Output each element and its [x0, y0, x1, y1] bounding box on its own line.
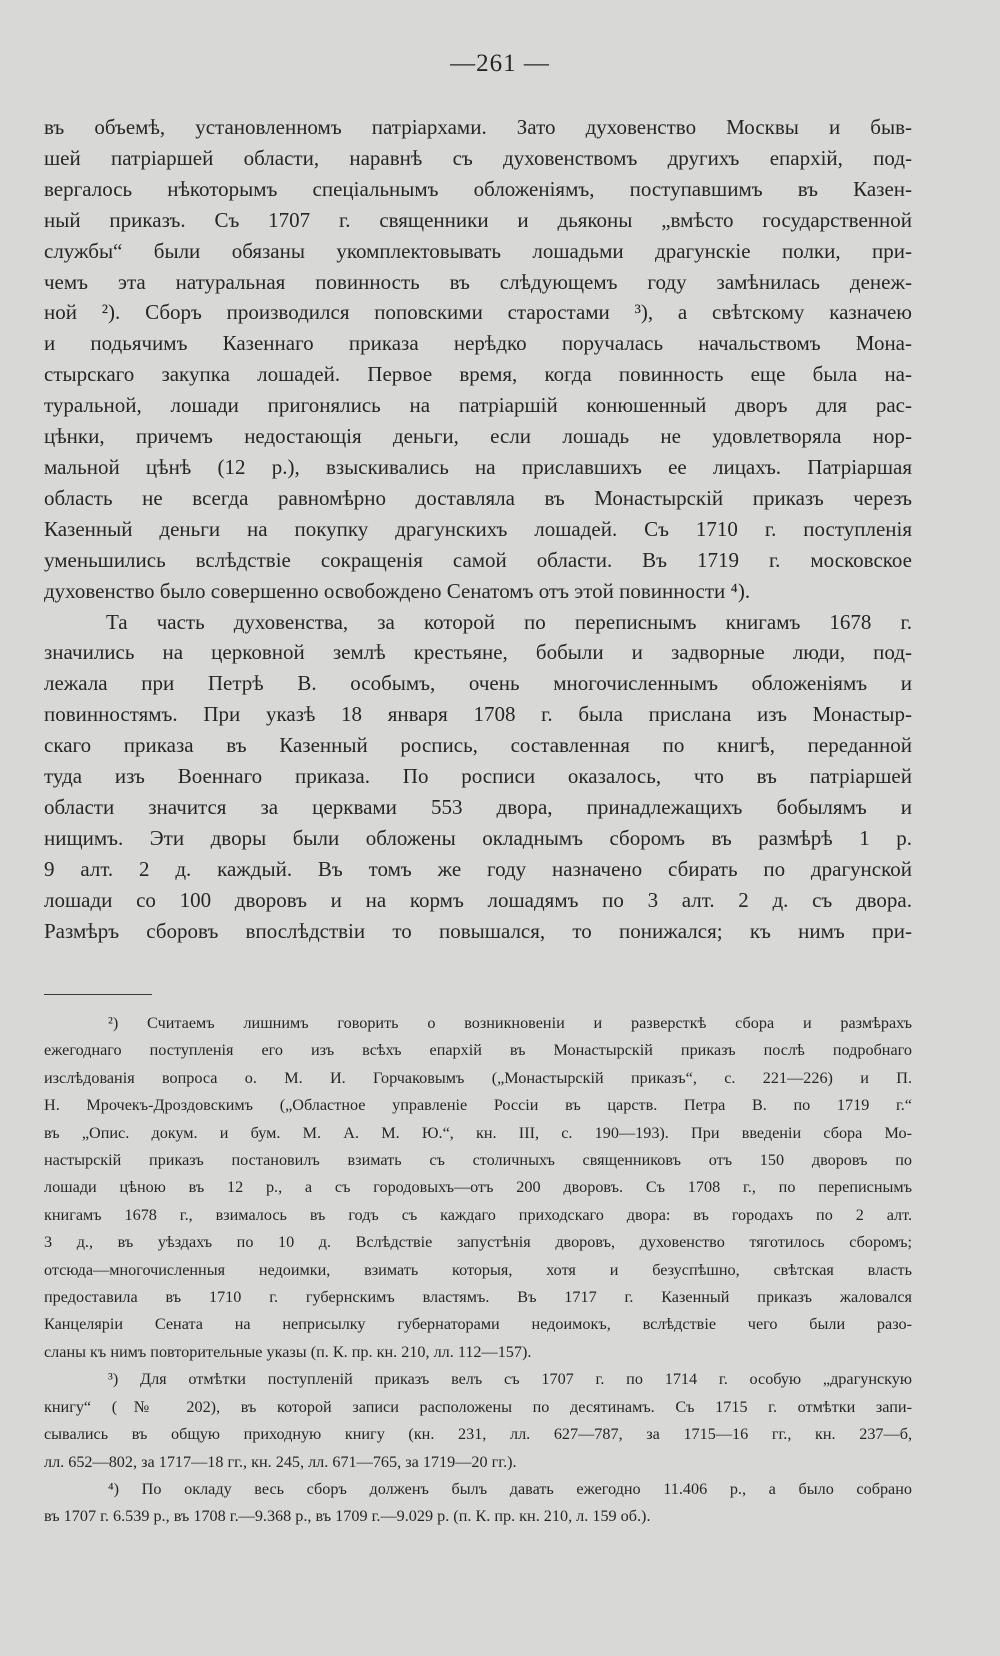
footnote-line: въ 1707 г. 6.539 р., въ 1708 г.—9.368 р., въ 1709 г.—9.029 р. (п. К. пр. кн. 210, л. 159 об.).	[44, 1507, 651, 1526]
main-body-text	[44, 112, 912, 946]
text-line: лошади со 100 дворовъ и на кормъ лошадямъ по 3 алт. 2 д. съ двора.	[44, 887, 912, 912]
text-line: уменьшились вслѣдствіе сокращенія самой области. Въ 1719 г. московское	[44, 547, 912, 572]
text-line: скаго приказа въ Казенный роспись, составленная по книгѣ, переданной	[44, 733, 912, 758]
footnote-line: ежегоднаго поступленія его изъ всѣхъ епархій въ Монастырскій приказъ послѣ подробнаго	[44, 1041, 912, 1060]
footnote-4-first-line: ⁴) По окладу весь сборъ долженъ былъ давать ежегодно 11.406 р., а было собрано	[108, 1479, 912, 1498]
text-line: лежала при Петрѣ В. особымъ, очень многочисленнымъ обложеніямъ и	[44, 671, 912, 696]
footnote-line: Н. Мрочекъ-Дроздовскимъ („Областное управленіе Россіи въ царств. Петра В. по 1719 г.“	[44, 1096, 912, 1115]
text-line: шей патріаршей области, наравнѣ съ духовенствомъ другихъ епархій, под-	[44, 145, 912, 170]
paragraph-first-line: Та часть духовенства, за которой по переписнымъ книгамъ 1678 г.	[106, 609, 912, 634]
footnote-line: лошади цѣною въ 12 р., а съ городовыхъ—отъ 200 дворовъ. Съ 1708 г., по переписнымъ	[44, 1178, 912, 1197]
text-line: туда изъ Военнаго приказа. По росписи оказалось, что въ патріаршей	[44, 764, 912, 789]
footnote-line: предоставила въ 1710 г. губернскимъ властямъ. Въ 1717 г. Казенный приказъ жаловался	[44, 1288, 912, 1307]
text-line: вергалось нѣкоторымъ спеціальнымъ обложеніямъ, поступавшимъ въ Казен-	[44, 176, 912, 201]
text-line: въ объемѣ, установленномъ патріархами. Зато духовенство Москвы и быв-	[44, 115, 912, 139]
text-line: стырскаго закупка лошадей. Первое время, когда повинность еще была на-	[44, 362, 912, 387]
page-number: —261 —	[450, 50, 550, 77]
footnote-line: книгамъ 1678 г., взималось въ годъ съ каждаго приходскаго двора: въ городахъ по 2 алт.	[44, 1205, 912, 1224]
text-line: 9 алт. 2 д. каждый. Въ томъ же году назначено сбирать по драгунской	[44, 856, 912, 881]
text-line: туральной, лошади пригонялись на патріаршій конюшенный дворъ для рас-	[44, 393, 912, 418]
footnote-3-first-line: ³) Для отмѣтки поступленій приказъ велъ съ 1707 г. по 1714 г. особую „драгунскую	[108, 1370, 912, 1389]
text-line: чемъ эта натуральная повинность въ слѣдующемъ году замѣнилась денеж-	[44, 269, 912, 294]
footnote-line: отсюда—многочисленныя недоимки, взимать которыя, хотя и безуспѣшно, свѣтская власть	[44, 1260, 912, 1279]
footnote-divider	[44, 994, 152, 995]
text-line: нищимъ. Эти дворы были обложены окладнымъ сборомъ въ размѣрѣ 1 р.	[44, 825, 912, 850]
text-line: области значится за церквами 553 двора, принадлежащихъ бобылямъ и	[44, 794, 912, 819]
text-line: цѣнки, причемъ недостающія деньги, если лошадь не удовлетворяла нор-	[44, 424, 912, 449]
text-line: ной ²). Сборъ производился поповскими старостами ³), а свѣтскому казначею	[44, 300, 912, 325]
text-line: значились на церковной землѣ крестьяне, бобыли и задворные люди, под-	[44, 640, 912, 665]
text-line: Казенный деньги на покупку драгунскихъ лошадей. Съ 1710 г. поступленія	[44, 516, 912, 541]
text-line: Размѣръ сборовъ впослѣдствіи то повышался, то понижался; къ нимъ при-	[44, 918, 912, 943]
footnote-line: лл. 652—802, за 1717—18 гг., кн. 245, лл. 671—765, за 1719—20 гг.).	[44, 1452, 517, 1471]
footnote-line: Канцеляріи Сената на неприсылку губернаторами недоимокъ, вслѣдствіе чего были разо-	[44, 1315, 912, 1334]
text-line: духовенство было совершенно освобождено Сенатомъ отъ этой повинности ⁴).	[44, 578, 751, 603]
footnotes	[44, 1010, 912, 1531]
footnote-line: сланы къ нимъ повторительные указы (п. К. пр. кн. 210, лл. 112—157).	[44, 1342, 532, 1361]
footnote-line: сывались въ общую приходную книгу (кн. 231, лл. 627—787, за 1715—16 гг., кн. 237—б,	[44, 1425, 912, 1444]
text-line: службы“ были обязаны укомплектовывать лошадьми драгунскіе полки, при-	[44, 238, 912, 263]
text-line: область не всегда равномѣрно доставляла въ Монастырскій приказъ черезъ	[44, 485, 912, 510]
text-line: и подьячимъ Казеннаго приказа нерѣдко поручалась начальствомъ Мона-	[44, 331, 912, 356]
footnote-2-first-line: ²) Считаемъ лишнимъ говорить о возникновеніи и разверсткѣ сбора и размѣрахъ	[108, 1014, 912, 1032]
footnote-line: въ „Опис. докум. и бум. М. А. М. Ю.“, кн. III, с. 190—193). При введеніи сбора Мо-	[44, 1123, 912, 1142]
footnote-line: настырскій приказъ постановилъ взимать съ столичныхъ священниковъ отъ 150 дворовъ по	[44, 1151, 912, 1170]
text-line: мальной цѣнѣ (12 р.), взыскивались на приславшихъ ее лицахъ. Патріаршая	[44, 454, 912, 479]
footnote-line: изслѣдованія вопроса о. М. И. Горчаковымъ („Монастырскій приказъ“, с. 221—226) и П.	[44, 1068, 912, 1087]
text-line: ный приказъ. Съ 1707 г. священники и дьяконы „вмѣсто государственной	[44, 207, 912, 232]
text-line: повинностямъ. При указѣ 18 января 1708 г. была прислана изъ Монастыр-	[44, 702, 912, 727]
footnote-line: 3 д., въ уѣздахъ по 10 д. Вслѣдствіе запустѣнія дворовъ, духовенство тяготилось сборомъ;	[44, 1233, 912, 1252]
footnote-line: книгу“ (№ 202), въ которой записи расположены по десятинамъ. Съ 1715 г. отмѣтки запи-	[44, 1397, 912, 1416]
